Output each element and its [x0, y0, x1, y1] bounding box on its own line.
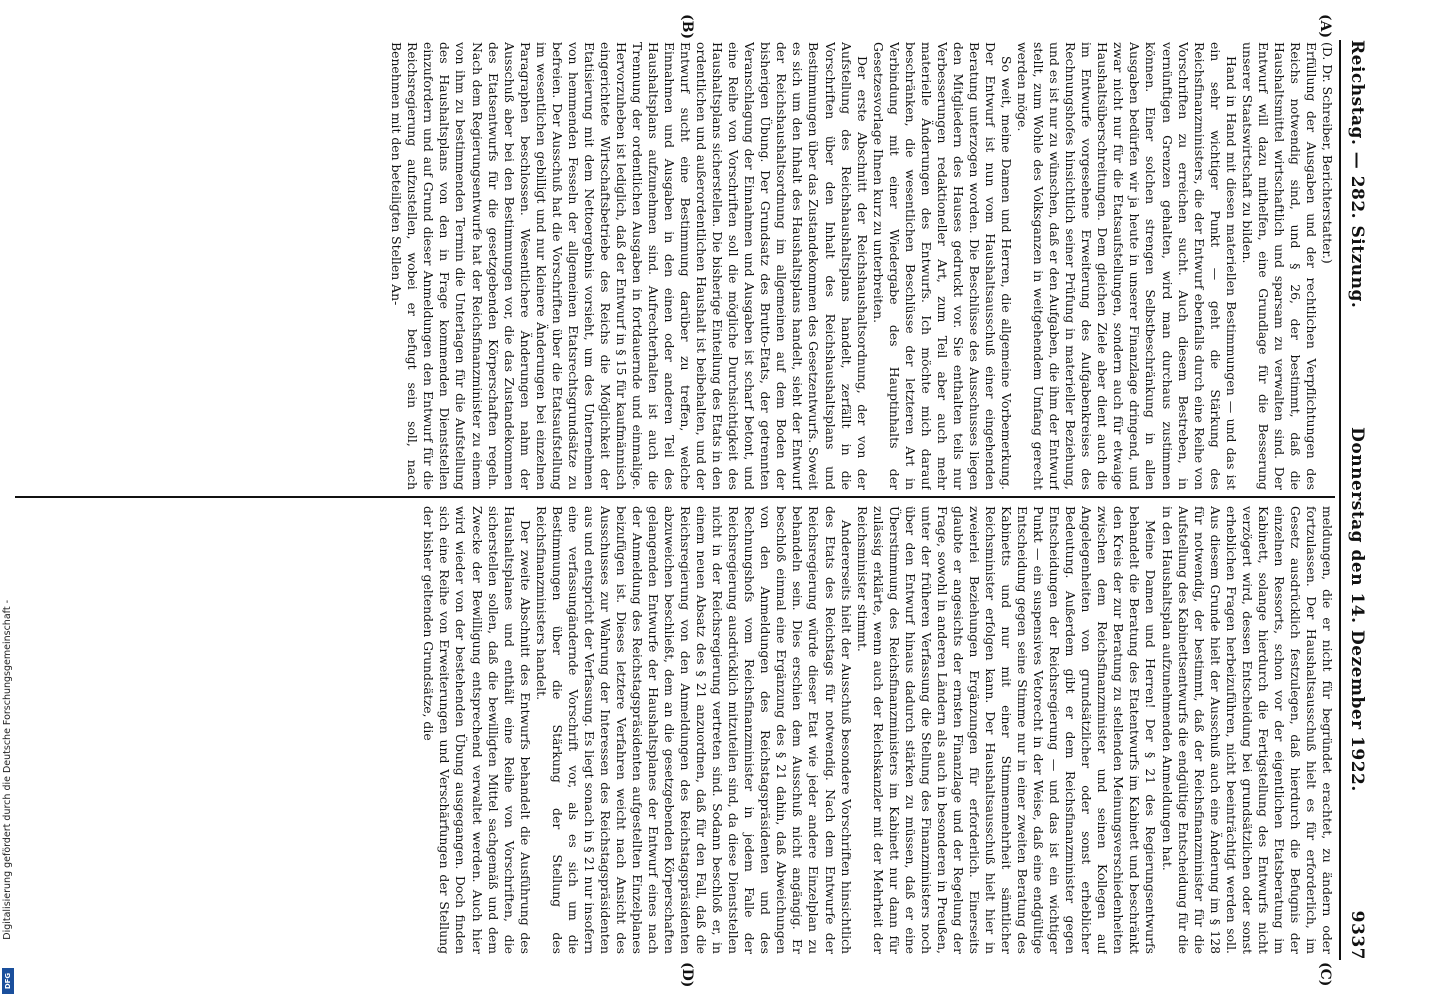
- header-rule: [1339, 40, 1341, 960]
- paragraph: Der erste Abschnitt der Reichshaushaltsordnung, der von der Aufstellung des Reichshaushaltsplans handelt, zerfällt in die Vorschriften über den Inhalt des Reichshaushaltsplans und Bestimmungen über das Zustandekommen des Gesetzentwurfs. Soweit es sich um den Inhalt des Haushaltsplans handelt, sieht der Entwurf der Reichshaushaltsordnung im allgemeinen auf dem Boden der bisherigen Übung. Der Grundsatz des Brutto-Etats, der getrennten Veranschlagung der Einnahmen und Ausgaben ist scharf betont, und eine Reihe von Vorschriften soll die mögliche Durchsichtigkeit des Haushaltsplans sicherstellen. Die bisherige Einteilung des Etats in den ordentlichen und außerordentlichen Haushalt ist beibehalten, und der Entwurf sucht eine Bestimmung darüber zu treffen, welche Einnahmen und Ausgaben in den einen oder anderen Teil des Haushaltsplans aufzunehmen sind. Aufrechterhalten ist auch die Trennung der ordentlichen Ausgaben in fortdauernde und einmalige. Hervorzuheben ist lediglich, daß der Entwurf in § 15 für kaufmännisch eingerichtete Wirtschaftsbetriebe des Reichs die Möglichkeit der Etatisierung mit dem Nettoergebnis vorsieht, um des Unternehmen von hemmenden Fesseln der allgemeinen Etatsrechtsgrundsätze zu befreien. Der Ausschuß hat die Vorschriften über die Etatsaufstellung im wesentlichen gebilligt und nur kleinere Änderungen bei einzelnen Paragraphen beschlossen. Wesentlichere Änderungen nahm der Ausschuß aber bei den Bestimmungen vor, die das Zustandekommen des Etatsentwurfs für die gesetzgebenden Körperschaften regeln. Nach dem Regierungsentwurfe hat der Reichsfinanzminister zu einem von ihm zu bestimmenden Termin die Unterlagen für die Aufstellung des Haushaltsplans von den in Frage kommenden Dienststellen einzufordern und auf Grund dieser Anmeldungen den Entwurf für die Reichsregierung aufzustellen, wobei er befugt sein soll, nach Benehmen mit den beteiligten Stellen An-: [389, 42, 870, 490]
- margin-mark-a: (A): [1317, 14, 1333, 39]
- page-number: 9337: [1347, 910, 1367, 960]
- paragraph: So weit, meine Damen und Herren, die allgemeine Vorbemerkung. Der Entwurf ist nun vom Haushaltsausschuß einer eingehenden Beratung unterzogen worden. Die Beschlüsse des Ausschusses liegen den Mitgliedern des Hauses gedruckt vor. Sie enthalten teils nur Verbesserungen redaktioneller Art, zum Teil aber auch mehr materielle Änderungen des Entwurfs. Ich möchte mich darauf beschränken, die wesentlichen Beschlüsse der letzteren Art in Verbindung mit einer Wiedergabe des Hauptinhalts der Gesetzesvorlage Ihnen kurz zu unterbreiten.: [870, 42, 1015, 490]
- column-divider: [15, 496, 1335, 498]
- header-left: Reichstag. — 282. Sitzung.: [1347, 40, 1367, 309]
- credit-text: Digitalisierung gefördert durch die Deutsche Forschungsgemeinschaft -: [2, 600, 13, 940]
- newspaper-page: [5, 0, 1385, 1000]
- margin-mark-c: (C): [1317, 962, 1333, 987]
- dfg-logo-icon: DFG: [2, 968, 14, 994]
- paragraph: Meine Damen und Herren! Der § 21 des Regierungsentwurfs behandelt die Beratung des Etatentwurfs im Kabinett und beschränkt den Kreis der zur Beratung zu stellenden Meinungsverschiedenheiten zwischen dem Reichsfinanzminister und seinen Kollegen auf Angelegenheiten von grundsätzlicher oder sonst erheblicher Bedeutung. Außerdem gibt er dem Reichsfinanzminister gegen Entscheidungen der Reichsregierung — und das ist ein wichtiger Punkt — ein suspensives Vetorecht in der Weise, daß eine endgültige Entscheidung gegen seine Stimme nur in einer zweiten Beratung des Kabinetts und nur mit einer Stimmenmehrheit sämtlicher Reichsminister erfolgen kann. Der Haushaltsausschuß hielt hier in zweierlei Beziehungen Ergänzungen für erforderlich. Einerseits glaubte er angesichts der ernsten Finanzlage und der Regelung der Frage, sowohl in anderen Ländern als auch in besonderen in Preußen, unter der früheren Verfassung die Stellung des Finanzministers noch über den Entwurf hinaus dadurch stärken zu müssen, daß er eine Überstimmung des Reichsfinanzministers im Kabinett nur dann für zulässig erklärte, wenn auch der Reichskanzler mit der Mehrheit der Reichsminister stimmt.: [854, 506, 1159, 954]
- margin-mark-b: (B): [679, 14, 695, 40]
- speaker-label: (D. Dr. Schreiber, Berichterstatter.): [1320, 42, 1335, 264]
- paragraph: Der zweite Abschnitt des Entwurfs behandelt die Ausführung des Haushaltsplanes und enthält eine Reihe von Vorschriften, die sicherstellen sollen, daß die bewilligten Mittel sachgemäß und dem Zwecke der Bewilligung entsprechend verwaltet werden. Auch hier wird wieder von der bestehenden Übung ausgegangen. Doch finden sich eine Reihe von Erweiterungen und Verschärfungen der Stellung der bisher geltenden Grundsätze, die: [421, 506, 533, 954]
- left-column: [15, 42, 1335, 490]
- right-column: [15, 506, 1335, 954]
- paragraph: Andererseits hielt der Ausschuß besondere Vorschriften hinsichtlich des Etats des Reichstags für notwendig. Nach dem Entwurfe der Reichsregierung würde dieser Etat wie jeder andere Einzelplan zu behandeln sein. Dies erschien dem Ausschuß nicht angängig. Er beschloß einmal eine Ergänzung des § 21 dahin, daß Abweichungen von den Anmeldungen des Reichstagspräsidenten und des Rechnungshofs vom Reichsfinanzminister in jedem Falle der Reichsregierung ausdrücklich mitzuteilen sind, da diese Dienststellen nicht in der Reichsregierung vertreten sind. Sodann beschloß er, in einem neuen Absatz des § 21 anzuordnen, daß für den Fall, daß die Reichsregierung von den Anmeldungen des Reichstagspräsidenten abzuweichen beschließt, dem an die gesetzgebenden Körperschaften gelangenden Entwurfe der Haushaltsplanes der Entwurf eines nach der Anmeldung des Reichstagspräsidenten aufgestellten Einzelplanes beizufügen ist. Dieses letztere Verfahren weicht nach Ansicht des Ausschusses zur Wahrung der Interessen des Reichstagspräsidenten aus und entspricht der Verfassung. Es liegt sonach in § 21 nur insofern eine verfassungändernde Vorschrift vor, als es sich um die Bestimmungen über die Stärkung der Stellung des Reichsfinanzministers handelt.: [533, 506, 854, 954]
- paragraph: meldungen, die er nicht für begründet erachtet, zu ändern oder fortzulassen. Der Haushaltsausschuß hielt es für erforderlich, im Gesetz ausdrücklich festzulegen, daß hierdurch die Befugnis der einzelnen Ressorts, schon vor der eigentlichen Etatsberatung im Kabinett, solange hierdurch die Fertigstellung des Entwurfs nicht verzögert wird, dessen Entscheidung bei grundsätzlichen oder sonst erheblichen Fragen herbeizuführen, nicht beeinträchtigt werden soll. Aus diesem Grunde hielt der Ausschuß auch eine Änderung im § 128 für notwendig, der bestimmt, daß der Reichsfinanzminister für die Aufstellung des Kabinettsentwurfs die endgültige Entscheidung für die in den Haushaltsplan aufzunehmenden Anmeldungen hat.: [1159, 506, 1335, 954]
- page-header: [1347, 40, 1377, 960]
- paragraph: Hand in Hand mit diesen materiellen Bestimmungen — und das ist ein sehr wichtiger Punkt — geht die Stärkung des Reichsfinanzministers, die der Entwurf ebenfalls durch eine Reihe von Vorschriften zu erreichen sucht. Auch diesem Bestreben, in vernünftigen Grenzen gehalten, wird man durchaus zustimmen können. Einer solchen strengen Selbstbeschränkung in allen Ausgaben bedürfen wir ja heute in unserer Finanzlage dringend, und zwar nicht nur für die Etatsaufstellungen, sondern auch für etwaige Haushaltsüberschreitungen. Dem gleichen Ziele aber dient auch die im Entwurfe vorgesehene Erweiterung des Aufgabenkreises des Rechnungshofes hinsichtlich seiner Prüfung in materieller Beziehung, und es ist nur zu wünschen, daß er den Aufgaben, die ihm der Entwurf stellt, zum Wohle des Volksganzen in weitgehendem Umfang gerecht werden möge.: [1015, 42, 1239, 490]
- header-date: Donnerstag den 14. Dezember 1922.: [1347, 427, 1367, 792]
- paragraph: Erfüllung der Ausgaben und der rechtlichen Verpflichtungen des Reichs notwendig sind, und § 26, der bestimmt, daß die Haushaltsmittel wirtschaftlich und sparsam zu verwalten sind. Der Entwurf will dazu mithelfen, eine Grundlage für die Besserung unserer Staatswirtschaft zu bilden.: [1239, 42, 1319, 490]
- digitization-credit: [2, 600, 16, 992]
- margin-mark-d: (D): [679, 962, 695, 988]
